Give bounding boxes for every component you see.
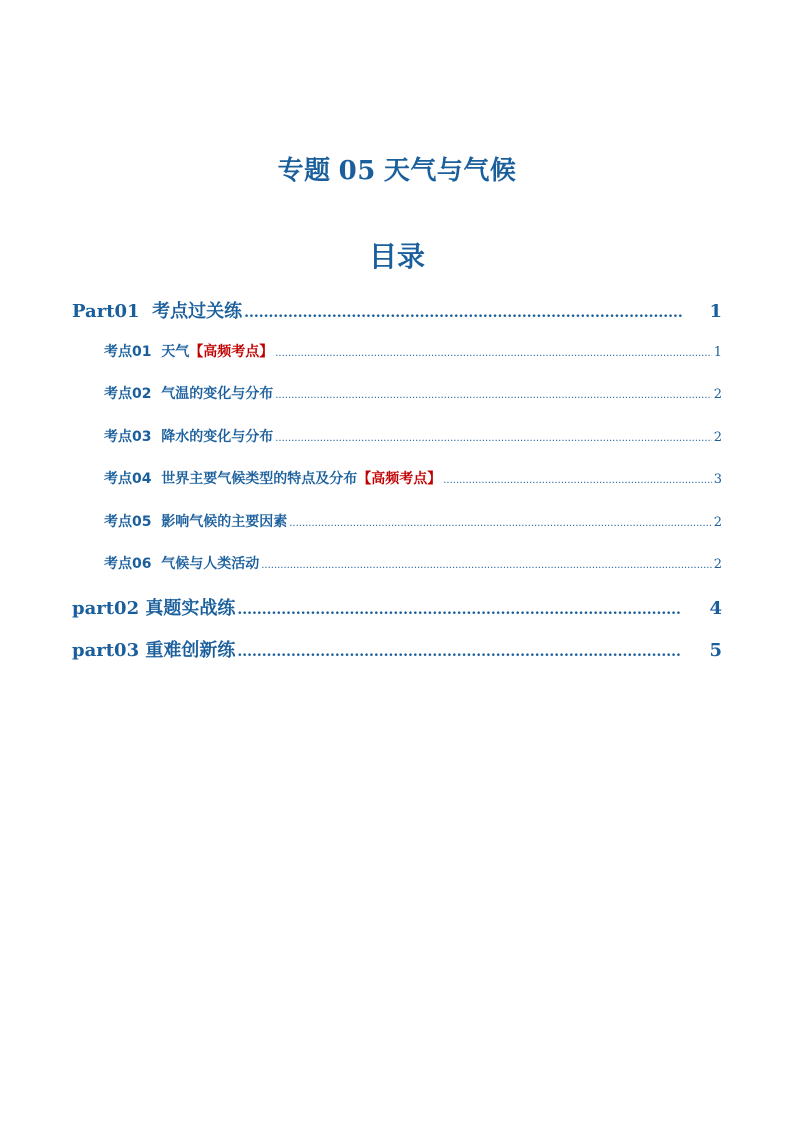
toc-entry-prefix: part03 xyxy=(72,640,140,661)
toc-leader-dots xyxy=(275,386,711,402)
title-topic: 天气与气候 xyxy=(383,156,517,186)
title-prefix: 专题 xyxy=(277,156,331,186)
toc-entry-prefix: part02 xyxy=(72,598,140,619)
toc-page-number: 4 xyxy=(709,598,722,619)
toc-entry-part02[interactable] xyxy=(72,594,722,620)
toc-entry-text: 真题实战练 xyxy=(145,598,236,619)
toc-entry-text: 气温的变化与分布 xyxy=(161,386,274,402)
toc-entry-prefix: Part01 xyxy=(72,301,140,322)
toc-entry-label xyxy=(72,636,235,662)
high-frequency-tag: 【高频考点】 xyxy=(189,344,274,360)
toc-leader-dots xyxy=(237,598,682,619)
toc-page-number: 2 xyxy=(713,557,722,572)
toc-entry-label xyxy=(72,594,235,620)
toc-page-number: 5 xyxy=(709,640,722,661)
toc-entry-kaodian04[interactable] xyxy=(104,468,722,488)
toc-entry-label xyxy=(104,511,287,531)
toc-entry-text: 考点过关练 xyxy=(152,301,243,322)
toc-entry-label xyxy=(104,383,273,403)
toc-leader-dots xyxy=(275,344,711,360)
toc-leader-dots xyxy=(244,301,682,322)
title-number: 05 xyxy=(338,156,376,186)
toc-page-number: 2 xyxy=(713,430,722,445)
toc-leader-dots xyxy=(237,640,682,661)
high-frequency-tag: 【高频考点】 xyxy=(357,471,442,487)
toc-entry-text: 世界主要气候类型的特点及分布 xyxy=(161,471,358,487)
toc-entry-prefix: 考点02 xyxy=(104,386,152,402)
toc-entry-label xyxy=(104,426,273,446)
toc-page-number: 2 xyxy=(713,387,722,402)
toc-entry-label xyxy=(104,468,441,488)
toc-leader-dots xyxy=(261,556,711,572)
toc-page-number: 1 xyxy=(713,345,722,360)
toc-entry-part03[interactable] xyxy=(72,636,722,662)
toc-page-number: 1 xyxy=(709,301,722,322)
toc-heading: 目录 xyxy=(368,240,425,273)
toc-leader-dots xyxy=(289,514,711,530)
toc-leader-dots xyxy=(275,429,711,445)
page-title xyxy=(0,150,794,187)
toc-entry-prefix: 考点04 xyxy=(104,471,152,487)
toc-entry-text: 影响气候的主要因素 xyxy=(161,514,288,530)
toc-entry-label xyxy=(104,341,273,361)
toc-entry-prefix: 考点01 xyxy=(104,344,152,360)
toc-page-number: 3 xyxy=(713,472,722,487)
toc-entry-prefix: 考点05 xyxy=(104,514,152,530)
toc-entry-kaodian01[interactable] xyxy=(104,341,722,361)
toc-entry-label xyxy=(72,297,242,323)
toc-entry-kaodian02[interactable] xyxy=(104,383,722,403)
toc-entry-kaodian05[interactable] xyxy=(104,511,722,531)
toc-entry-part01[interactable] xyxy=(72,297,722,323)
toc-entry-prefix: 考点03 xyxy=(104,429,152,445)
toc-entry-text: 气候与人类活动 xyxy=(161,556,260,572)
toc-leader-dots xyxy=(443,471,711,487)
toc-entry-label xyxy=(104,553,259,573)
toc-page-number: 2 xyxy=(713,515,722,530)
toc-entry-kaodian03[interactable] xyxy=(104,426,722,446)
toc-entry-prefix: 考点06 xyxy=(104,556,152,572)
toc-entry-text: 天气 xyxy=(161,344,190,360)
toc-entry-kaodian06[interactable] xyxy=(104,553,722,573)
toc-entry-text: 降水的变化与分布 xyxy=(161,429,274,445)
toc-entry-text: 重难创新练 xyxy=(145,640,236,661)
